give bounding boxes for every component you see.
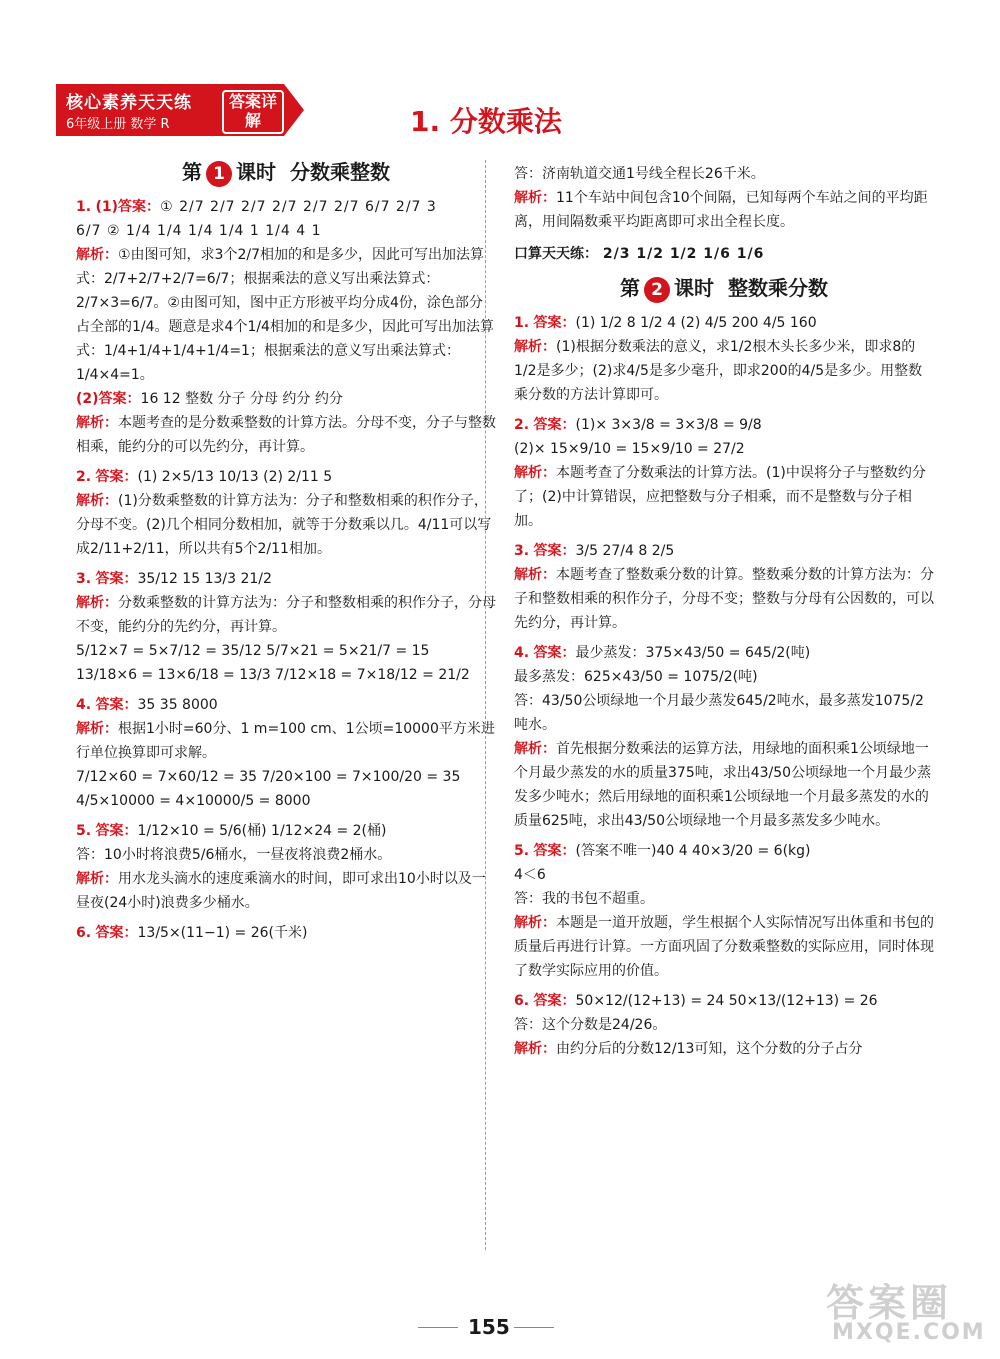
answer-sentence: 答：我的书包不超重。 (514, 890, 654, 907)
answer-text: 6/7 ② 1/4 1/4 1/4 1/4 1 1/4 4 1 (76, 222, 322, 239)
analysis-text: 解析：用水龙头滴水的速度乘滴水的时间，即可求出10小时以及一昼夜(24小时)浪费多少桶水。 (76, 870, 486, 911)
question-2 (76, 465, 496, 561)
label-emphasis: 答案： (533, 842, 576, 859)
label-emphasis: (2)答案： (76, 390, 141, 407)
lesson-name: 整数乘分数 (727, 276, 828, 300)
label-emphasis: 解析： (514, 190, 556, 206)
l2-question-2 (514, 413, 934, 533)
label-emphasis: 答案： (533, 992, 576, 1009)
lesson-name: 分数乘整数 (289, 160, 390, 184)
label-emphasis: 答案： (95, 696, 138, 713)
label-emphasis: 解析： (514, 566, 556, 583)
label-emphasis: 解析： (514, 338, 556, 355)
question-number: 4. (76, 696, 92, 713)
question-6 (76, 921, 496, 945)
watermark (810, 1272, 986, 1352)
answer-text: ① 2/7 2/7 2/7 2/7 2/7 2/7 6/7 2/7 3 (160, 198, 437, 215)
lesson-number: 1 (206, 161, 232, 187)
label-emphasis: 解析： (514, 1040, 556, 1057)
chapter-title: 1. 分数乘法 (410, 105, 562, 138)
answer-sentence: 答：济南轨道交通1号线全程长26千米。 (514, 166, 765, 182)
question-number: 3. (514, 542, 530, 559)
label-emphasis: 解析： (76, 594, 118, 611)
answer-text: 答案：35/12 15 13/3 21/2 (95, 570, 272, 587)
analysis-text: 解析：(1)分数乘整数的计算方法为：分子和整数相乘的积作分子，分母不变。(2)几个相同分数相加，就等于分数乘以几。4/11可以写成2/11+2/11，所以共有5个2/11相加。 (76, 492, 492, 557)
analysis-text: 解析：11个车站中间包含10个间隔，已知每两个车站之间的平均距离，用间隔数乘平均距离即可求出全程长度。 (514, 190, 928, 230)
label-emphasis: 答案： (533, 416, 576, 433)
label-emphasis: 答案： (533, 314, 576, 331)
series-title: 核心素养天天练 (66, 93, 192, 113)
label-emphasis: 解析： (76, 720, 118, 737)
label-emphasis: 答案： (533, 644, 576, 661)
mental-math-answers: 2/3 1/2 1/2 1/6 1/6 (602, 246, 765, 262)
label-emphasis: 解析： (514, 464, 556, 481)
answer-text: (2)答案：16 12 整数 分子 分母 约分 约分 (76, 390, 343, 407)
label-emphasis: 答案： (95, 924, 138, 941)
label-emphasis: 答案： (95, 822, 138, 839)
right-column (514, 160, 934, 1067)
analysis-text: 解析：本题考查了整数乘分数的计算。整数乘分数的计算方法为：分子和整数相乘的积作分子，分母不变；整数与分母有公因数的，可以先约分，再计算。 (514, 566, 934, 631)
page-number: 155 (468, 1315, 510, 1339)
answer-text: 答案：(答案不唯一)40 4 40×3/20 = 6(kg) (533, 842, 811, 859)
page-number-rule-left (418, 1327, 458, 1328)
question-number: 5. (76, 822, 92, 839)
question-number: 6. (76, 924, 92, 941)
label-emphasis: 答案： (95, 468, 138, 485)
label-emphasis: 解析： (76, 246, 118, 263)
answer-text: 最多蒸发：625×43/50 = 1075/2(吨) (514, 668, 758, 685)
lesson-2-title (514, 276, 934, 303)
question-number: 3. (76, 570, 92, 587)
question-number: 2. (514, 416, 530, 433)
answer-text: 答案：35 35 8000 (95, 696, 218, 713)
answer-sentence: 答：这个分数是24/26。 (514, 1016, 667, 1033)
answer-text: 答案：最少蒸发：375×43/50 = 645/2(吨) (533, 644, 811, 661)
comparison: 4＜6 (514, 866, 546, 883)
lesson-prefix: 第 (182, 160, 203, 184)
answer-sentence: 答：10小时将浪费5/6桶水，一昼夜将浪费2桶水。 (76, 846, 392, 863)
calculation: 13/18×6 = 13×6/18 = 13/3 7/12×18 = 7×18/12 = 21/2 (76, 666, 470, 683)
question-1 (76, 195, 496, 459)
lesson-1-title (76, 160, 496, 187)
series-badge (56, 84, 304, 136)
analysis-text: 解析：首先根据分数乘法的运算方法，用绿地的面积乘1公顷绿地一个月最少蒸发的水的质量375吨，求出43/50公顷绿地一个月最少蒸发多少吨水；然后用绿地的面积乘1公顷绿地一个月最多蒸发的水的质量625吨，求出43/50公顷绿地一个月最多蒸发多少吨水。 (514, 740, 932, 829)
question-6-continued (514, 162, 934, 234)
question-number: 1. (514, 314, 530, 331)
analysis-text: 解析：①由图可知，求3个2/7相加的和是多少，因此可写出加法算式：2/7+2/7+2/7=6/7；根据乘法的意义写出乘法算式：2/7×3=6/7。②由图可知，图中正方形被平均分成4份，涂色部分占全部的1/4。题意是求4个1/4相加的和是多少，因此可写出加法算式：1/4+1/4+1/4+1/4=1；根据乘法的意义写出乘法算式：1/4×4=1。 (76, 246, 494, 383)
mental-math-label: 口算天天练： (514, 246, 598, 262)
label-emphasis: 答案： (95, 570, 138, 587)
page-number-rule-right (514, 1327, 554, 1328)
answer-detail-badge: 答案详解 (222, 90, 284, 134)
answer-label: (1)答案： (95, 198, 161, 215)
analysis-text: 解析：由约分后的分数12/13可知，这个分数的分子占分 (514, 1040, 863, 1057)
analysis-text: 解析：本题是一道开放题，学生根据个人实际情况写出体重和书包的质量后再进行计算。一方面巩固了分数乘整数的实际应用，同时体现了数学实际应用的价值。 (514, 914, 934, 979)
lesson-number: 2 (644, 277, 670, 303)
book-label: 6年级上册 数学 R (66, 117, 170, 132)
question-4 (76, 693, 496, 813)
l2-question-5 (514, 839, 934, 983)
lesson-suffix: 课时 (236, 160, 277, 184)
label-emphasis: 解析： (76, 414, 118, 431)
analysis-text: 解析：(1)根据分数乘法的意义，求1/2根木头长多少米，即求8的1/2是多少；(2)求4/5是多少毫升，即求200的4/5是多少。用整数乘分数的方法计算即可。 (514, 338, 923, 403)
question-number: 1. (76, 198, 92, 215)
answer-text: 答案：(1) 1/2 8 1/2 4 (2) 4/5 200 4/5 160 (533, 314, 817, 331)
analysis-text: 解析：本题考查的是分数乘整数的计算方法。分母不变，分子与整数相乘，能约分的可以先约分，再计算。 (76, 414, 496, 455)
label-emphasis: 答案： (533, 542, 576, 559)
calculation: 5/12×7 = 5×7/12 = 35/12 5/7×21 = 5×21/7 = 15 (76, 642, 430, 659)
question-number: 2. (76, 468, 92, 485)
watermark-logo: 答案圈 (826, 1281, 953, 1325)
calculation: 4/5×10000 = 4×10000/5 = 8000 (76, 792, 311, 809)
answer-text: (2)× 15×9/10 = 15×9/10 = 27/2 (514, 440, 745, 457)
analysis-text: 解析：分数乘整数的计算方法为：分子和整数相乘的积作分子，分母不变，能约分的先约分，再计算。 (76, 594, 496, 635)
answer-text: 答案：50×12/(12+13) = 24 50×13/(12+13) = 26 (533, 992, 878, 1009)
l2-question-1 (514, 311, 934, 407)
answer-text: 答案：(1)× 3×3/8 = 3×3/8 = 9/8 (533, 416, 762, 433)
analysis-text: 解析：根据1小时=60分、1 m=100 cm、1公顷=10000平方米进行单位换算即可求解。 (76, 720, 495, 761)
lesson-prefix: 第 (620, 276, 641, 300)
question-3 (76, 567, 496, 687)
question-5 (76, 819, 496, 915)
label-emphasis: 解析： (514, 914, 556, 931)
l2-question-4 (514, 641, 934, 833)
question-number: 5. (514, 842, 530, 859)
analysis-text: 解析：本题考查了分数乘法的计算方法。(1)中误将分子与整数约分了；(2)中计算错误，应把整数与分子相乘，而不是整数与分子相加。 (514, 464, 926, 529)
question-number: 4. (514, 644, 530, 661)
question-number: 6. (514, 992, 530, 1009)
lesson-suffix: 课时 (674, 276, 715, 300)
answer-sentence: 答：43/50公顷绿地一个月最少蒸发645/2吨水，最多蒸发1075/2吨水。 (514, 692, 924, 733)
mental-math-practice (514, 242, 934, 266)
calculation: 7/12×60 = 7×60/12 = 35 7/20×100 = 7×100/20 = 35 (76, 768, 461, 785)
label-emphasis: 解析： (76, 492, 118, 509)
l2-question-3 (514, 539, 934, 635)
answer-text: 答案：1/12×10 = 5/6(桶) 1/12×24 = 2(桶) (95, 822, 387, 839)
answer-text: 答案：13/5×(11−1) = 26(千米) (95, 924, 308, 941)
left-column (76, 160, 496, 951)
label-emphasis: 解析： (514, 740, 556, 757)
watermark-url: MXQE.COM (832, 1320, 986, 1345)
label-emphasis: 解析： (76, 870, 118, 887)
answer-text: 答案：3/5 27/4 8 2/5 (533, 542, 675, 559)
l2-question-6 (514, 989, 934, 1061)
answer-text: 答案：(1) 2×5/13 10/13 (2) 2/11 5 (95, 468, 333, 485)
